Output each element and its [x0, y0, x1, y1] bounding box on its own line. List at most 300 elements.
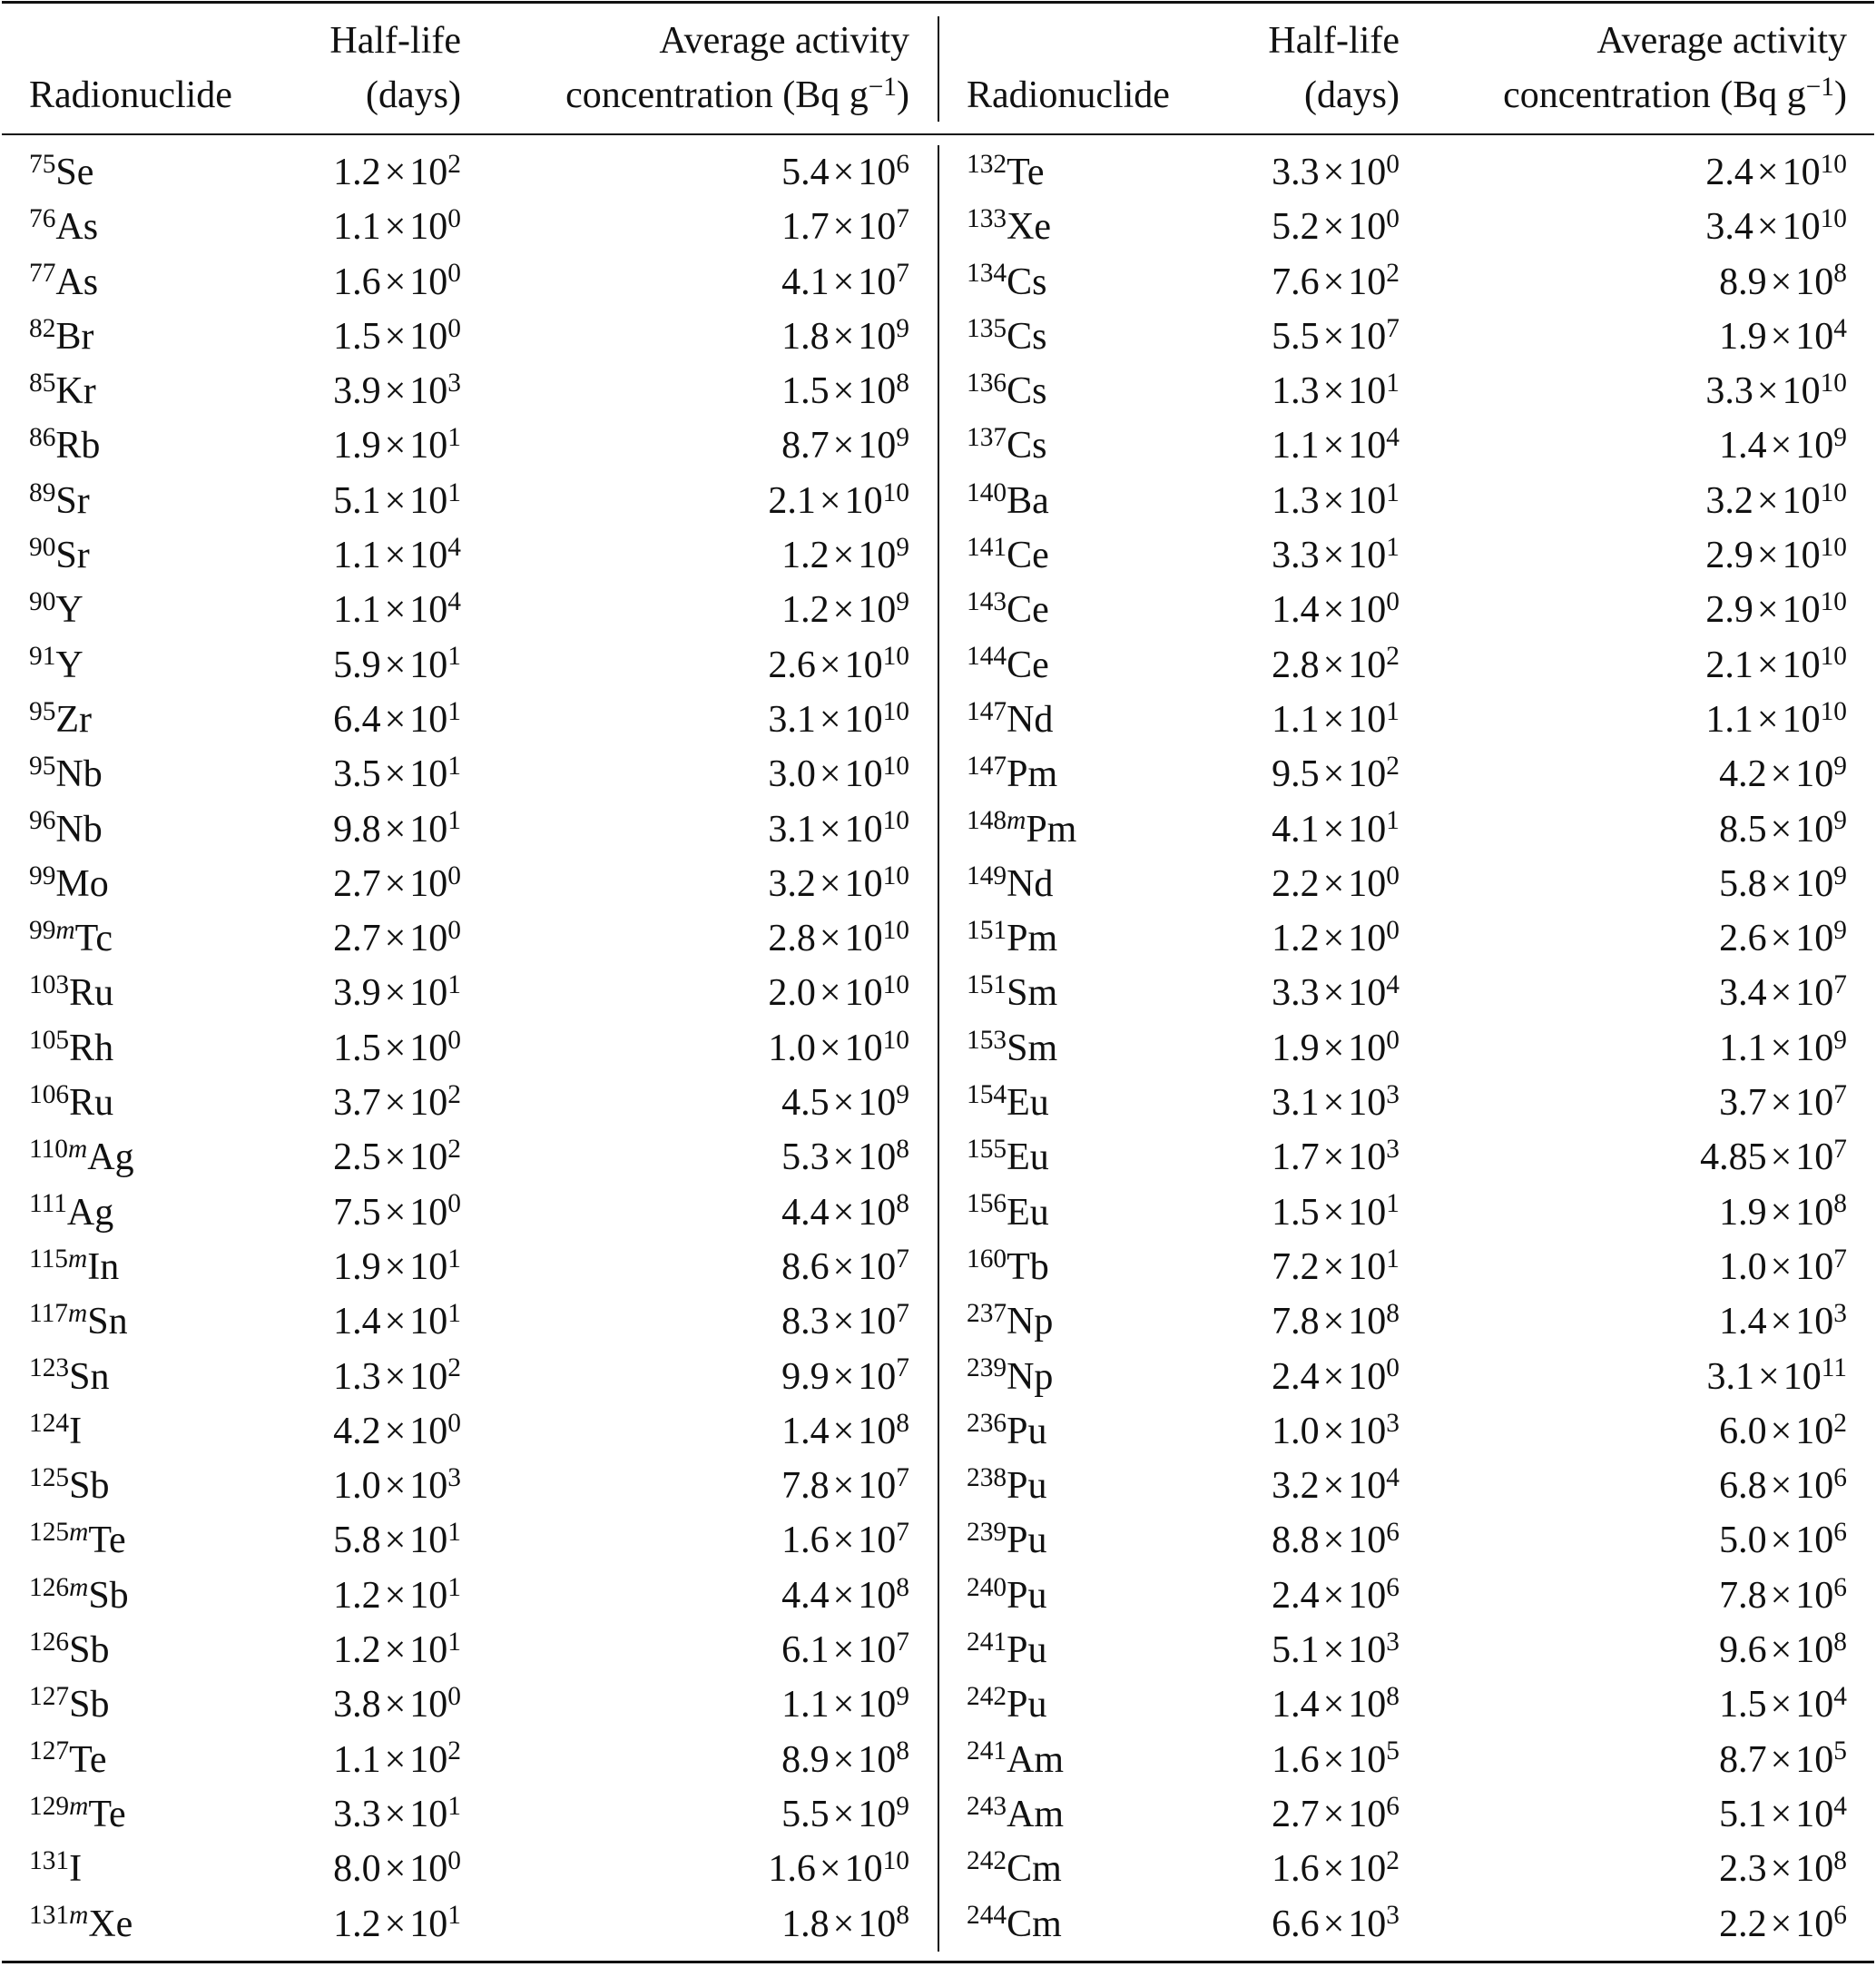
exponent: 2: [447, 149, 461, 179]
element-symbol: Ru: [69, 1082, 114, 1125]
times-symbol: ×: [1770, 1903, 1793, 1945]
times-symbol: ×: [1322, 808, 1345, 851]
radionuclide-cell: [967, 310, 1193, 364]
exponent: 7: [1833, 1135, 1847, 1165]
mass-number: 160: [967, 1244, 1007, 1274]
radionuclide-cell: [29, 1623, 256, 1677]
table-row: [0, 528, 1876, 583]
half-life-cell: [1198, 200, 1400, 254]
mass-number: 134: [967, 259, 1007, 289]
times-symbol: ×: [832, 1903, 855, 1945]
header-half-life-right: [1198, 14, 1400, 123]
mantissa: 1.9: [333, 1245, 381, 1288]
exponent: 9: [896, 587, 909, 617]
mass-number: 147: [967, 752, 1007, 782]
mantissa: 9.5: [1272, 753, 1320, 796]
half-life-cell: [263, 145, 461, 200]
times-symbol: ×: [1322, 1684, 1345, 1726]
half-life-cell: [1198, 1404, 1400, 1459]
element-symbol: Am: [1007, 1738, 1065, 1781]
times-symbol: ×: [384, 1520, 407, 1562]
base: 10: [1348, 1848, 1387, 1891]
mantissa: 1.4: [1719, 425, 1767, 467]
exponent: 1: [447, 642, 461, 672]
activity-cell: [1411, 1021, 1847, 1076]
times-symbol: ×: [832, 425, 855, 467]
header-activity-line2: concentration (Bq $g^{-1}$): [1503, 72, 1847, 116]
element-symbol: Cm: [1007, 1903, 1062, 1945]
half-life-cell: [263, 747, 461, 802]
exponent: 2: [447, 1079, 461, 1109]
element-symbol: I: [69, 1410, 83, 1452]
exponent: 10: [1820, 477, 1847, 507]
times-symbol: ×: [832, 370, 855, 413]
radionuclide-cell: [29, 1677, 256, 1732]
base: 10: [1348, 1136, 1387, 1179]
base: 10: [1348, 535, 1387, 577]
base: 10: [409, 425, 448, 467]
base: 10: [1348, 1410, 1387, 1452]
exponent: 7: [1833, 970, 1847, 1000]
mantissa: 1.5: [333, 1027, 381, 1069]
element-symbol: Sb: [69, 1629, 110, 1672]
base: 10: [1348, 1903, 1387, 1945]
table-bottom-rule: [2, 1961, 1874, 1963]
radionuclide-cell: [29, 1130, 256, 1185]
exponent: 3: [1386, 1135, 1400, 1165]
base: 10: [1795, 972, 1834, 1015]
base: 10: [1795, 261, 1834, 303]
mantissa: 2.8: [768, 918, 816, 960]
times-symbol: ×: [819, 753, 841, 796]
exponent: 0: [1386, 1025, 1400, 1055]
mantissa: 9.9: [781, 1355, 830, 1398]
mantissa: 6.6: [1272, 1903, 1320, 1945]
exponent: 1: [1386, 532, 1400, 562]
times-symbol: ×: [1322, 1903, 1345, 1945]
element-symbol: Kr: [55, 370, 96, 413]
element-symbol: Sb: [69, 1684, 110, 1726]
times-symbol: ×: [1770, 862, 1793, 905]
exponent: 4: [447, 532, 461, 562]
half-life-cell: [263, 1733, 461, 1787]
half-life-cell: [263, 310, 461, 364]
half-life-cell: [1198, 1350, 1400, 1404]
mantissa: 8.0: [333, 1848, 381, 1891]
base: 10: [409, 1082, 448, 1125]
base: 10: [1348, 1738, 1387, 1781]
half-life-cell: [1198, 528, 1400, 583]
mantissa: 1.2: [333, 1574, 381, 1617]
mass-number: 239: [967, 1518, 1007, 1548]
element-symbol: Pu: [1007, 1520, 1047, 1562]
radionuclide-cell: [29, 693, 256, 747]
mass-number: 155: [967, 1135, 1007, 1165]
times-symbol: ×: [384, 808, 407, 851]
activity-cell: [1411, 1787, 1847, 1842]
exponent: 1: [447, 1299, 461, 1329]
activity-cell: [1411, 145, 1847, 200]
times-symbol: ×: [1322, 1410, 1345, 1452]
exponent: 3: [447, 368, 461, 398]
activity-cell: [1411, 1459, 1847, 1513]
exponent: 0: [447, 1189, 461, 1219]
activity-cell: [472, 145, 909, 200]
exponent: 3: [447, 1462, 461, 1492]
exponent: 9: [1833, 806, 1847, 836]
exponent: 2: [447, 1736, 461, 1766]
base: 10: [1782, 644, 1821, 686]
radionuclide-cell: [29, 310, 256, 364]
base: 10: [409, 1574, 448, 1617]
activity-cell: [1411, 418, 1847, 473]
exponent: 10: [1820, 642, 1847, 672]
exponent: 7: [1386, 313, 1400, 343]
exponent: 8: [1833, 1189, 1847, 1219]
mantissa: 1.0: [768, 1027, 816, 1069]
exponent: 8: [896, 1901, 909, 1931]
half-life-cell: [1198, 857, 1400, 911]
mantissa: 5.4: [781, 152, 830, 193]
table-row: [0, 1240, 1876, 1294]
times-symbol: ×: [384, 1793, 407, 1835]
radionuclide-cell: [29, 145, 256, 200]
base: 10: [844, 1848, 883, 1891]
header-half-life-line2: (days): [366, 74, 461, 116]
base: 10: [1348, 1355, 1387, 1398]
half-life-cell: [263, 693, 461, 747]
exponent: 10: [882, 477, 909, 507]
table-row: [0, 1623, 1876, 1677]
half-life-cell: [263, 1569, 461, 1623]
half-life-cell: [263, 1350, 461, 1404]
mass-number: 126m: [29, 1572, 89, 1602]
radionuclide-cell: [967, 1513, 1193, 1568]
times-symbol: ×: [1322, 644, 1345, 686]
mantissa: 2.9: [1705, 535, 1753, 577]
element-symbol: Cs: [1007, 261, 1047, 303]
activity-cell: [472, 802, 909, 857]
half-life-cell: [263, 364, 461, 418]
times-symbol: ×: [832, 1793, 855, 1835]
mantissa: 1.3: [1272, 479, 1320, 522]
times-symbol: ×: [384, 1738, 407, 1781]
radionuclide-cell: [967, 911, 1193, 966]
mantissa: 2.6: [768, 644, 816, 686]
base: 10: [1795, 425, 1834, 467]
half-life-cell: [263, 583, 461, 637]
element-symbol: Cs: [1007, 370, 1047, 413]
radionuclide-cell: [967, 1677, 1193, 1732]
exponent: 7: [896, 1627, 909, 1657]
exponent: 0: [447, 915, 461, 945]
exponent: 6: [1833, 1572, 1847, 1602]
times-symbol: ×: [1322, 862, 1345, 905]
base: 10: [409, 808, 448, 851]
mantissa: 2.1: [768, 479, 816, 522]
times-symbol: ×: [384, 1574, 407, 1617]
times-symbol: ×: [832, 315, 855, 358]
mass-number: 241: [967, 1736, 1007, 1766]
element-symbol: Sb: [88, 1574, 129, 1617]
exponent: 1: [1386, 1189, 1400, 1219]
exponent: 6: [1386, 1791, 1400, 1821]
times-symbol: ×: [832, 1410, 855, 1452]
base: 10: [1348, 1465, 1387, 1508]
mantissa: 3.4: [1719, 972, 1767, 1015]
radionuclide-cell: [967, 1787, 1193, 1842]
base: 10: [1795, 1903, 1834, 1945]
times-symbol: ×: [384, 1848, 407, 1891]
half-life-cell: [263, 200, 461, 254]
exponent: 6: [896, 149, 909, 179]
half-life-cell: [263, 1787, 461, 1842]
mantissa: 6.4: [333, 698, 381, 741]
exponent: 10: [882, 1845, 909, 1875]
times-symbol: ×: [384, 370, 407, 413]
activity-cell: [472, 1404, 909, 1459]
exponent: 7: [896, 1518, 909, 1548]
times-symbol: ×: [832, 1082, 855, 1125]
times-symbol: ×: [384, 1903, 407, 1945]
times-symbol: ×: [832, 1520, 855, 1562]
mantissa: 6.0: [1719, 1410, 1767, 1452]
exponent: 2: [1386, 1845, 1400, 1875]
activity-cell: [1411, 200, 1847, 254]
mantissa: 2.0: [768, 972, 816, 1015]
base: 10: [1782, 152, 1821, 193]
half-life-cell: [263, 1076, 461, 1130]
radionuclide-cell: [967, 1130, 1193, 1185]
exponent: 0: [447, 1845, 461, 1875]
table-row: [0, 145, 1876, 200]
exponent: 4: [1833, 313, 1847, 343]
mass-number: 111: [29, 1189, 67, 1219]
times-symbol: ×: [1770, 1574, 1793, 1617]
times-symbol: ×: [1322, 1738, 1345, 1781]
table-row: [0, 1185, 1876, 1240]
element-symbol: Sr: [55, 479, 90, 522]
mantissa: 4.4: [781, 1574, 830, 1617]
mantissa: 2.6: [1719, 918, 1767, 960]
mass-number: 110m: [29, 1135, 88, 1165]
base: 10: [1348, 261, 1387, 303]
mass-number: 243: [967, 1791, 1007, 1821]
base: 10: [1795, 1245, 1834, 1288]
exponent: 9: [1833, 915, 1847, 945]
mass-number: 239: [967, 1353, 1007, 1383]
table-body: [0, 145, 1876, 1952]
base: 10: [858, 315, 897, 358]
mantissa: 2.2: [1272, 862, 1320, 905]
base: 10: [409, 1027, 448, 1069]
times-symbol: ×: [1322, 1465, 1345, 1508]
base: 10: [1795, 1191, 1834, 1234]
mantissa: 3.4: [1705, 206, 1753, 249]
exponent: 9: [1833, 861, 1847, 890]
base: 10: [1795, 1574, 1834, 1617]
mantissa: 1.7: [781, 206, 830, 249]
exponent: 4: [447, 587, 461, 617]
times-symbol: ×: [819, 808, 841, 851]
table-row: [0, 802, 1876, 857]
base: 10: [858, 1245, 897, 1288]
element-symbol: Ce: [1007, 644, 1049, 686]
activity-cell: [1411, 693, 1847, 747]
header-half-life-line1: Half-life: [1268, 20, 1400, 62]
base: 10: [409, 1136, 448, 1179]
base: 10: [1348, 753, 1387, 796]
radionuclide-cell: [967, 1294, 1193, 1349]
times-symbol: ×: [1770, 425, 1793, 467]
times-symbol: ×: [1770, 1245, 1793, 1288]
times-symbol: ×: [1322, 698, 1345, 741]
radionuclide-cell: [967, 418, 1193, 473]
activity-cell: [472, 857, 909, 911]
half-life-cell: [263, 638, 461, 693]
base: 10: [409, 1903, 448, 1945]
base: 10: [1348, 644, 1387, 686]
activity-cell: [472, 693, 909, 747]
mass-number: 148m: [967, 806, 1026, 836]
base: 10: [844, 479, 883, 522]
base: 10: [858, 1629, 897, 1672]
half-life-cell: [1198, 364, 1400, 418]
exponent: 11: [1821, 1353, 1847, 1383]
mantissa: 2.2: [1719, 1903, 1767, 1945]
base: 10: [409, 1245, 448, 1288]
activity-cell: [1411, 528, 1847, 583]
mantissa: 4.1: [1272, 808, 1320, 851]
mantissa: 1.1: [1719, 1027, 1767, 1069]
base: 10: [409, 1848, 448, 1891]
times-symbol: ×: [384, 1301, 407, 1343]
mass-number: 123: [29, 1353, 70, 1383]
half-life-cell: [263, 1513, 461, 1568]
element-symbol: Br: [55, 315, 94, 358]
mantissa: 1.0: [1272, 1410, 1320, 1452]
element-symbol: As: [55, 261, 99, 303]
base: 10: [1795, 1082, 1834, 1125]
times-symbol: ×: [384, 1082, 407, 1125]
mantissa: 1.3: [1272, 370, 1320, 413]
exponent: 1: [1386, 477, 1400, 507]
times-symbol: ×: [1770, 1684, 1793, 1726]
base: 10: [844, 972, 883, 1015]
times-symbol: ×: [384, 1027, 407, 1069]
half-life-cell: [1198, 1842, 1400, 1896]
half-life-cell: [263, 911, 461, 966]
base: 10: [1348, 589, 1387, 632]
activity-cell: [472, 1733, 909, 1787]
exponent: 10: [1820, 587, 1847, 617]
mantissa: 5.5: [1272, 315, 1320, 358]
base: 10: [1782, 370, 1821, 413]
element-symbol: Eu: [1007, 1082, 1049, 1125]
mass-number: 147: [967, 696, 1007, 726]
element-symbol: Mo: [55, 862, 109, 905]
activity-cell: [1411, 474, 1847, 528]
exponent: 0: [1386, 149, 1400, 179]
table-row: [0, 1897, 1876, 1952]
mass-number: 151: [967, 970, 1007, 1000]
base: 10: [844, 1027, 883, 1069]
mantissa: 7.6: [1272, 261, 1320, 303]
activity-cell: [1411, 1677, 1847, 1732]
mass-number: 131: [29, 1845, 70, 1875]
radionuclide-cell: [967, 474, 1193, 528]
base: 10: [1348, 1082, 1387, 1125]
mass-number: 96: [29, 806, 56, 836]
mass-number: 115m: [29, 1244, 88, 1274]
radionuclide-cell: [967, 1459, 1193, 1513]
base: 10: [858, 1903, 897, 1945]
activity-cell: [472, 1130, 909, 1185]
activity-cell: [1411, 1733, 1847, 1787]
mantissa: 2.1: [1705, 644, 1753, 686]
radionuclide-cell: [967, 583, 1193, 637]
exponent: 3: [1833, 1299, 1847, 1329]
mantissa: 1.2: [1272, 918, 1320, 960]
exponent: 6: [1386, 1518, 1400, 1548]
mantissa: 5.8: [1719, 862, 1767, 905]
times-symbol: ×: [1322, 972, 1345, 1015]
table-row: [0, 1350, 1876, 1404]
times-symbol: ×: [832, 1574, 855, 1617]
base: 10: [858, 1793, 897, 1835]
activity-cell: [1411, 966, 1847, 1020]
mass-number: 244: [967, 1901, 1007, 1931]
header-radionuclide-label: Radionuclide: [29, 74, 232, 116]
base: 10: [1348, 1629, 1387, 1672]
base: 10: [858, 1738, 897, 1781]
header-radionuclide-right: [967, 14, 1221, 123]
base: 10: [409, 370, 448, 413]
base: 10: [1348, 1191, 1387, 1234]
activity-cell: [472, 1787, 909, 1842]
times-symbol: ×: [1322, 1082, 1345, 1125]
exponent: 1: [447, 423, 461, 453]
exponent: 10: [1820, 532, 1847, 562]
exponent: 0: [447, 1682, 461, 1712]
base: 10: [1348, 972, 1387, 1015]
header-radionuclide-label: Radionuclide: [967, 74, 1170, 116]
times-symbol: ×: [384, 152, 407, 193]
mantissa: 3.2: [1272, 1465, 1320, 1508]
mantissa: 7.5: [333, 1191, 381, 1234]
half-life-cell: [263, 966, 461, 1020]
activity-cell: [472, 1185, 909, 1240]
radionuclide-cell: [29, 1513, 256, 1568]
radionuclide-cell: [29, 1404, 256, 1459]
exponent: 7: [896, 204, 909, 234]
exponent: 3: [1386, 1408, 1400, 1438]
base: 10: [1795, 1301, 1834, 1343]
radionuclide-cell: [967, 145, 1193, 200]
mantissa: 7.8: [781, 1465, 830, 1508]
activity-cell: [1411, 1076, 1847, 1130]
activity-cell: [472, 1076, 909, 1130]
header-activity-line2: concentration (Bq $g^{-1}$): [565, 72, 909, 116]
base: 10: [1348, 1684, 1387, 1726]
mantissa: 1.1: [333, 535, 381, 577]
base: 10: [1795, 1848, 1834, 1891]
header-half-life-left: [263, 14, 461, 123]
column-group-divider-header: [938, 16, 939, 122]
exponent: 2: [1833, 1408, 1847, 1438]
base: 10: [409, 918, 448, 960]
base: 10: [409, 644, 448, 686]
